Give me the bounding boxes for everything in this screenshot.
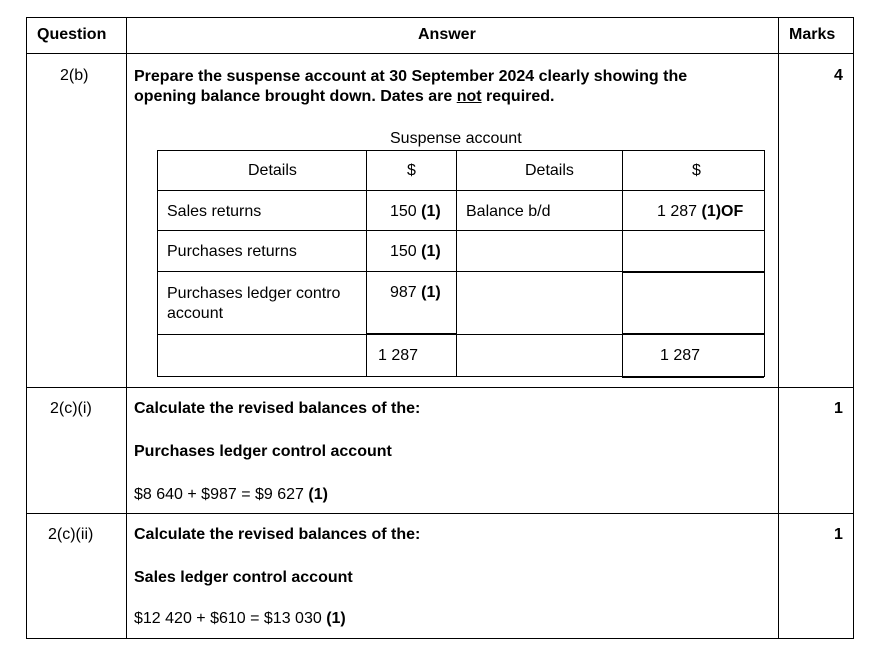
answer-header: Answer — [418, 26, 476, 43]
calculation: $12 420 + $610 = $13 030 (1) — [134, 610, 346, 627]
col-header-amount: $ — [407, 162, 416, 179]
right-total: 1 287 — [660, 347, 701, 364]
marks-header: Marks — [789, 26, 836, 43]
marks-value: 4 — [834, 67, 843, 84]
calculation: $8 640 + $987 = $9 627 (1) — [134, 486, 328, 503]
question-number: 2(b) — [60, 67, 89, 84]
col-header-details: Details — [525, 162, 574, 179]
prompt-line: Prepare the suspense account at 30 September 2024 clearly showing the — [134, 68, 688, 85]
question-prompt — [134, 67, 687, 107]
left-detail: Sales returns — [167, 203, 262, 220]
prompt-line: opening balance brought down. Dates are not required. — [134, 88, 555, 105]
left-detail: Purchases returns — [167, 243, 297, 260]
left-amount: 150 (1) — [390, 203, 441, 220]
question-number: 2(c)(ii) — [48, 526, 94, 543]
left-amount: 987 (1) — [390, 284, 441, 301]
question-number: 2(c)(i) — [50, 400, 92, 417]
sub-heading: Sales ledger control account — [134, 569, 353, 586]
account-title: Suspense account — [390, 130, 522, 147]
left-detail: Purchases ledger contro account — [167, 285, 341, 322]
sub-heading: Purchases ledger control account — [134, 443, 392, 460]
left-total: 1 287 — [378, 347, 419, 364]
question-prompt: Calculate the revised balances of the: — [134, 400, 421, 417]
left-amount: 150 (1) — [390, 243, 441, 260]
col-header-details: Details — [248, 162, 297, 179]
marks-value: 1 — [834, 400, 843, 417]
marks-value: 1 — [834, 526, 843, 543]
right-amount: 1 287 (1)OF — [657, 203, 744, 220]
right-detail: Balance b/d — [466, 203, 551, 220]
col-header-amount: $ — [692, 162, 701, 179]
question-prompt: Calculate the revised balances of the: — [134, 526, 421, 543]
question-header: Question — [37, 26, 107, 43]
